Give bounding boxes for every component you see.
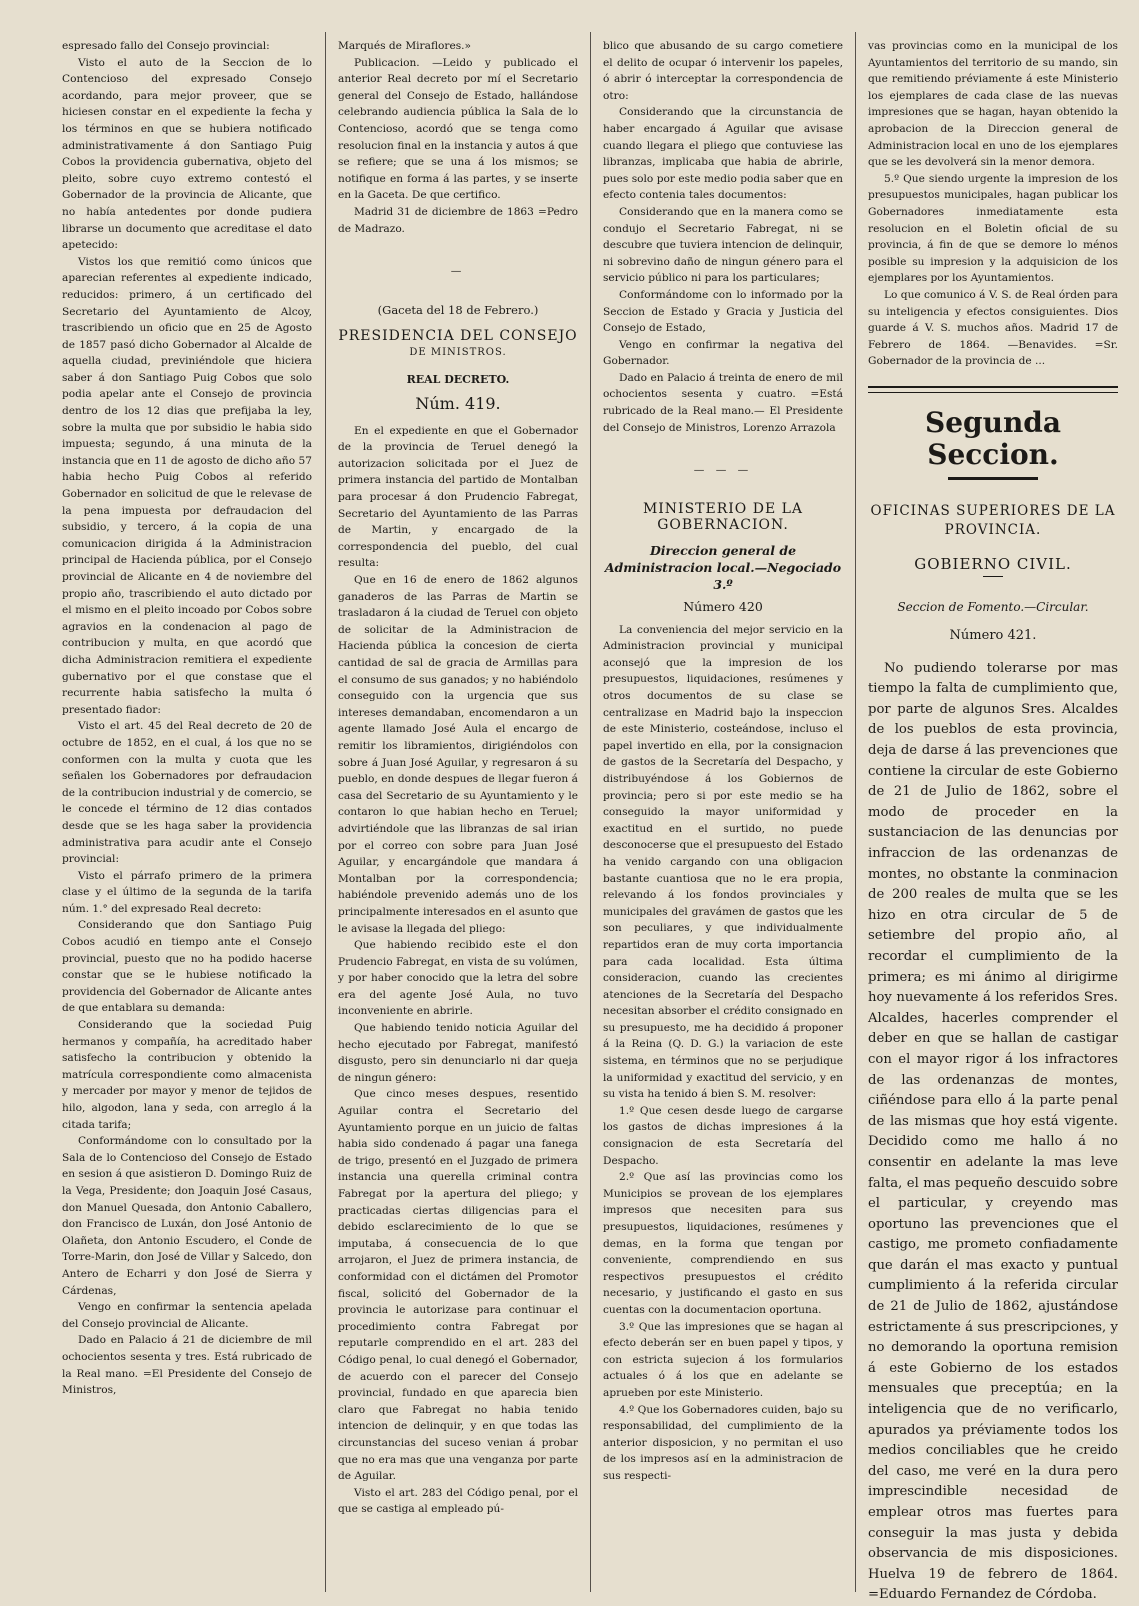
paragraph: Que habiendo tenido noticia Aguilar del hecho ejecutado por Fabregat, manifestó disgusto, pero sin denunciarlo ni dar queja de ningun género: <box>338 1022 578 1084</box>
paragraph: Considerando que la circunstancia de haber encargado á Aguilar que avisase cuando llegara el pliego que contuviese las libranzas, implicaba que habia de abrirle, pues solo por este medio podia saber que en efecto contenia tales documentos: <box>603 106 843 202</box>
section-separator: — — — <box>693 464 753 477</box>
paragraph: 3.º Que las impresiones que se hagan al efecto deberán ser en buen papel y tipos, y con estricta sujecion á los formularios actuales ó á los que en adelante se aprueben por este Ministerio. <box>603 1320 843 1399</box>
column-rule <box>855 32 856 1592</box>
paragraph: Marqués de Miraflores.» <box>338 40 472 52</box>
paragraph: Visto el art. 45 del Real decreto de 20 de octubre de 1852, en el cual, á los que no se conformen con la multa y cuota que les señalen los Gobernadores por defraudacion de la contribucion industrial y de comercio, se le concede el término de 12 dias contados desde que se les haga saber la providencia administrativa para acudir ante el Consejo provincial: <box>62 720 312 866</box>
paragraph: En el expediente en que el Gobernador de la provincia de Teruel denegó la autorizacion solicitada por el Juez de primera instancia del partido de Montalban para procesar á don Prudencio Fabregat, Secretario del Ayuntamiento de las Parras de Martin, y encargado de la correspondencia del pueblo, del cual resulta: <box>338 424 578 570</box>
paragraph: blico que abusando de su cargo cometiere el delito de ocupar ó intervenir los papeles, ó abrir ó interceptar la correspondencia de otro: <box>603 40 843 102</box>
paragraph: Considerando que don Santiago Puig Cobos acudió en tiempo ante el Consejo provincial, puesto que no ha podido hacerse constar que se le hubiese notificado la providencia del Gobernador de Alicante antes de que entablara su demanda: <box>62 919 312 1015</box>
paragraph: Que en 16 de enero de 1862 algunos ganaderos de las Parras de Martin se trasladaron á la ciudad de Teruel con objeto de solicitar de la Administracion de Hacienda pública la concesion de cierta cantidad de sal de gracia de Armillas para el consumo de sus ganados; y no habiéndolo conseguido con la urgencia que sus intereses demandaban, encomendaron a un agente llamado José Aula el encargo de remitir los libramientos, dirigiéndolos con sobre á Juan José Aguilar, y regresaron á su pueblo, en donde despues de llegar fueron á casa del Secretario de su Ayuntamiento y le contaron lo que habian hecho en Teruel; advirtiéndole que las libranzas de sal irian por el correo con sobre para Juan José Aguilar, y encargándole que mandara á Montalban por la correspondencia; habiéndole prevenido además uno de los principalmente interesados en el asunto que le avisase la llegada del pliego: <box>338 574 578 935</box>
circular-text: No pudiendo tolerarse por mas tiempo la falta de cumplimiento que, por parte de algunos Sres. Alcaldes de los pueblos de esta provincia, deja de darse á las prevenciones que contiene la circular de este Gobierno de 21 de Julio de 1862, sobre el modo de proceder en la sustanciacion de las denuncias por infraccion de las ordenanzas de montes, no obstante la conminacion de 200 reales de multa que se les hizo en otra circular de 5 de setiembre del propio año, al recordar el cumplimiento de la primera; es mi ánimo al dirigirme hoy nuevamente á los referidos Sres. Alcaldes, hacerles comprender el deber en que se hallan de castigar con el mayor rigor á los infractores de las ordenanzas de montes, ciñéndose para ello á la parte penal de las mismas que hoy está vigente. Decidido como me hallo á no consentir en adelante la mas leve falta, el mas pequeño descuido sobre el particular, y creyendo mas oportuno las prevenciones que el castigo, me prometo confiadamente que darán el mas exacto y puntual cumplimiento á la referida circular de 21 de Julio de 1862, ajustándose estrictamente á sus prescripciones, y no demorando la oportuna remision á este Gobierno de los estados mensuales que preceptúa; en la inteligencia que de no verificarlo, apurados ya préviamente todos los medios conciliables que he creido del caso, me veré en la dura pero imprescindible necesidad de emplear otros mas fuertes para conseguir la mas justa y debida observancia de mis disposiciones. Huelva 19 de febrero de 1864. =Eduardo Fernandez de Córdoba. <box>868 660 1118 1603</box>
paragraph: Visto el art. 283 del Código penal, por el que se castiga al empleado pú- <box>338 1486 578 1516</box>
paragraph: espresado fallo del Consejo provincial: <box>62 40 270 52</box>
decree-kind: REAL DECRETO. <box>406 372 510 386</box>
paragraph: Vengo en confirmar la sentencia apelada del Consejo provincial de Alicante. <box>62 1301 312 1330</box>
column-rule <box>590 32 591 1592</box>
paragraph: Considerando que la sociedad Puig hermanos y compañía, ha acreditado haber satisfecho la contribucion y obtenido la matrícula correspondiente como almacenista y mercader por mayor y menor de tejidos de hilo, algodon, lana y seda, con arreglo á la citada tarifa; <box>62 1019 312 1131</box>
gaceta-date: (Gaceta del 18 de Febrero.) <box>377 302 539 317</box>
paragraph: Que cinco meses despues, resentido Aguilar contra el Secretario del Ayuntamiento porque en un juicio de faltas habia sido condenado á pagar una fanega de trigo, presentó en el Juzgado de primera instancia una querella criminal contra Fabregat por la apertura del pliego; y practicadas ciertas diligencias para el debido esclarecimiento de lo que se imputaba, á consecuencia de lo que arrojaron, el Juez de primera instancia, de conformidad con el dictámen del Promotor fiscal, solicitó del Gobernador de la provincia le autorizase para continuar el procedimiento contra Fabregat por reputarle comprendido en el art. 283 del Código penal, lo cual denegó el Gobernador, de acuerdo con el parecer del Consejo provincial, fundado en que aparecia bien claro que Fabregat no habia tenido intencion de delinquir, y en que todas las circunstancias del suceso venian á probar que no era mas que una venganza por parte de Aguilar. <box>338 1088 578 1483</box>
ornament-bar <box>948 477 1038 480</box>
paragraph: Vengo en confirmar la negativa del Gobernador. <box>603 338 843 368</box>
section-separator: — <box>450 265 466 278</box>
paragraph: vas provincias como en la municipal de los Ayuntamientos del territorio de su mando, sin que remitiendo préviamente á este Ministerio los ejemplares de cada clase de las nuevas impresiones que se hagan, hayan obtenido la aprobacion de la Direccion general de Administracion local en uno de los ejemplares que se les devolverá sin la menor demora. <box>868 40 1118 169</box>
paragraph: Dado en Palacio á 21 de diciembre de mil ochocientos sesenta y tres. Está rubricado de la Real mano. =El Presidente del Consejo de Ministros, <box>62 1334 312 1397</box>
paragraph: Visto el párrafo primero de la primera clase y el último de la segunda de la tarifa núm. 1.° del expresado Real decreto: <box>62 869 312 915</box>
paragraph: Conformándome con lo informado por la Seccion de Estado y Gracia y Justicia del Consejo de Estado, <box>603 288 843 335</box>
paragraph: Madrid 31 de diciembre de 1863 =Pedro de Madrazo. <box>338 205 578 235</box>
paragraph: Vistos los que remitió como únicos que aparecian referentes al expediente indicado, reducidos: primero, á un certificado del Secretario del Ayuntamiento de Alcoy, trascribiendo un oficio que en 25 de Agosto de 1857 pasó dicho Gobernador al Alcalde de aquella ciudad, previniéndole que hiciera saber á don Santiago Puig Cobos que solo podia apelar ante el Consejo de provincia dentro de los 12 dias que prefijaba la ley, sobre la multa que por subsidio le habia sido impuesta; segundo, á una minuta de la instancia que en 11 de agosto de dicho año 57 habia hecho Puig Cobos al referido Gobernador en solicitud de que le relevase de la pena impuesta por defraudacion del subsidio, y tercero, á la copia de una comunicacion dirigida á la Administracion principal de Hacienda pública, por el Consejo provincial de Alicante en 4 de noviembre del propio año, trascribiendo el auto dictado por el mismo en el pleito incoado por Cobos sobre agravios en la condenacion al pago de contribucion y multa, en que acordó que dicha Administracion remitiera el expediente gubernativo por el que constase que el recurrente habia satisfecho la multa ó presentado fiador: <box>62 255 312 716</box>
section-divider <box>868 386 1118 393</box>
paragraph: Dado en Palacio á treinta de enero de mil ochocientos sesenta y cuatro. =Está rubricado de la Real mano.— El Presidente del Consejo de Ministros, Lorenzo Arrazola <box>603 371 843 434</box>
gobierno-civil-heading: GOBIERNO CIVIL. <box>914 554 1072 573</box>
paragraph: Publicacion. —Leido y publicado el anterior Real decreto por mí el Secretario general del Consejo de Estado, hallándose celebrando audiencia pública la Sala de lo Contencioso, acordó que se tenga como resolucion final en la instancia y autos á que se refiere; que se una á los mismos; se notifique en forma á las partes, y se inserte en la Gaceta. De que certifico. <box>338 56 578 202</box>
paragraph: Que habiendo recibido este el don Prudencio Fabregat, en vista de su volúmen, y por haber conocido que la letra del sobre era del agente José Aula, no tuvo inconveniente en abrirle. <box>338 939 578 1018</box>
oficinas-heading: OFICINAS SUPERIORES DE LA PROVINCIA. <box>870 502 1116 538</box>
paragraph: 1.º Que cesen desde luego de cargarse los gastos de dichas impresiones á la consignacion de esta Secretaría del Despacho. <box>603 1104 843 1167</box>
direccion-heading: Direccion general de Administracion local.—Negociado 3.º <box>604 543 842 593</box>
paragraph: La conveniencia del mejor servicio en la Administracion provincial y municipal aconsejó que la impresion de los presupuestos, liquidaciones, resúmenes y otros documentos de su clase se centralizase en Madrid bajo la inspeccion de este Ministerio, costeándose, incluso el papel invertido en ella, por la consignacion de gastos de la Secretaría del Despacho, y distribuyéndose á los Gobiernos de provincia; pero si por este medio se ha conseguido la mayor uniformidad y exactitud en el surtido, no puede desconocerse que el presupuesto del Estado ha venido cargando con una obligacion bastante cuantiosa que no le era propia, relevando á los fondos provinciales y municipales del gravámen de gastos que les son peculiares, y que individualmente repartidos eran de muy corta importancia para cada localidad. Esta última consideracion, cuando las crecientes atenciones de la Secretaría del Despacho necesitan absorber el crédito consignado en su presupuesto, me ha decidido á proponer á la Reina (Q. D. G.) la variacion de este sistema, en términos que no se perjudique la uniformidad y exactitud del servicio, y en su vista ha tenido á bien S. M. resolver: <box>603 623 843 1101</box>
order-number: Número 420 <box>683 599 763 615</box>
column-1 <box>62 38 312 1590</box>
paragraph: 5.º Que siendo urgente la impresion de los presupuestos municipales, hagan publicar los Gobernadores inmediatamente esta resolucion en el Boletin oficial de su provincia, á fin de que se demore lo ménos posible su impresion y la adquisicion de los ejemplares por los Ayuntamientos. <box>868 172 1118 285</box>
paragraph: Conformándome con lo consultado por la Sala de lo Contencioso del Consejo de Estado en sesion á que asistieron D. Domingo Ruiz de la Vega, Presidente; don Joaquin José Casaus, don Manuel Quesada, don Antonio Caballero, don Francisco de Luxán, don José Antonio de Olañeta, don Antonio Escudero, el Conde de Torre-Marin, don José de Villar y Salcedo, don Antero de Echarri y don José de Sierra y Cárdenas, <box>62 1135 312 1297</box>
dash-rule <box>983 576 1003 577</box>
paragraph: 4.º Que los Gobernadores cuiden, bajo su responsabilidad, del cumplimiento de la anterior disposicion, y no permitan el uso de los impresos así en la administracion de sus respecti- <box>603 1403 843 1482</box>
column-4 <box>868 38 1118 1603</box>
column-rule <box>325 32 326 1592</box>
paragraph: Considerando que en la manera como se condujo el Secretario Fabregat, ni se descubre que tuviera intencion de delinquir, ni sobrevino daño de ningun género para el servicio público ni para los particulares; <box>603 205 843 285</box>
column-3 <box>603 38 843 1590</box>
column-2 <box>338 38 578 1590</box>
ministerio-heading: MINISTERIO DE LA GOBERNACION. <box>642 500 804 534</box>
decree-number: Núm. 419. <box>415 394 501 414</box>
fomento-heading: Seccion de Fomento.—Circular. <box>897 600 1089 615</box>
paragraph: Visto el auto de la Seccion de lo Contencioso del expresado Consejo acordando, para mejor proveer, que se hiciesen constar en el expediente la fecha y los términos en que se hubiera notificado administrativamente á don Santiago Puig Cobos la providencia gubernativa, objeto del pleito, sobre cuyo extremo contestó el Gobernador de la provincia de Alicante, que no había antedentes por donde pudiera librarse un documento que acreditase el dato apetecido: <box>62 56 312 252</box>
circular-number: Número 421. <box>949 628 1037 644</box>
ministros-subheading: DE MINISTROS. <box>409 346 507 358</box>
presidencia-heading: PRESIDENCIA DEL CONSEJO <box>338 328 578 345</box>
paragraph: Lo que comunico á V. S. de Real órden para su inteligencia y efectos consiguientes. Dios guarde á V. S. muchos años. Madrid 17 de Febrero de 1864. —Benavides. =Sr. Gobernador de la provincia de ... <box>868 288 1118 368</box>
paragraph: 2.º Que así las provincias como los Municipios se provean de los ejemplares impresos que necesiten para sus presupuestos, liquidaciones, resúmenes y demas, en la forma que tengan por conveniente, comprendiendo en sus respectivos presupuestos el crédito necesario, y justificando el gasto en sus cuentas con la documentacion oportuna. <box>603 1171 843 1316</box>
segunda-seccion-title: Segunda Seccion. <box>924 405 1062 471</box>
